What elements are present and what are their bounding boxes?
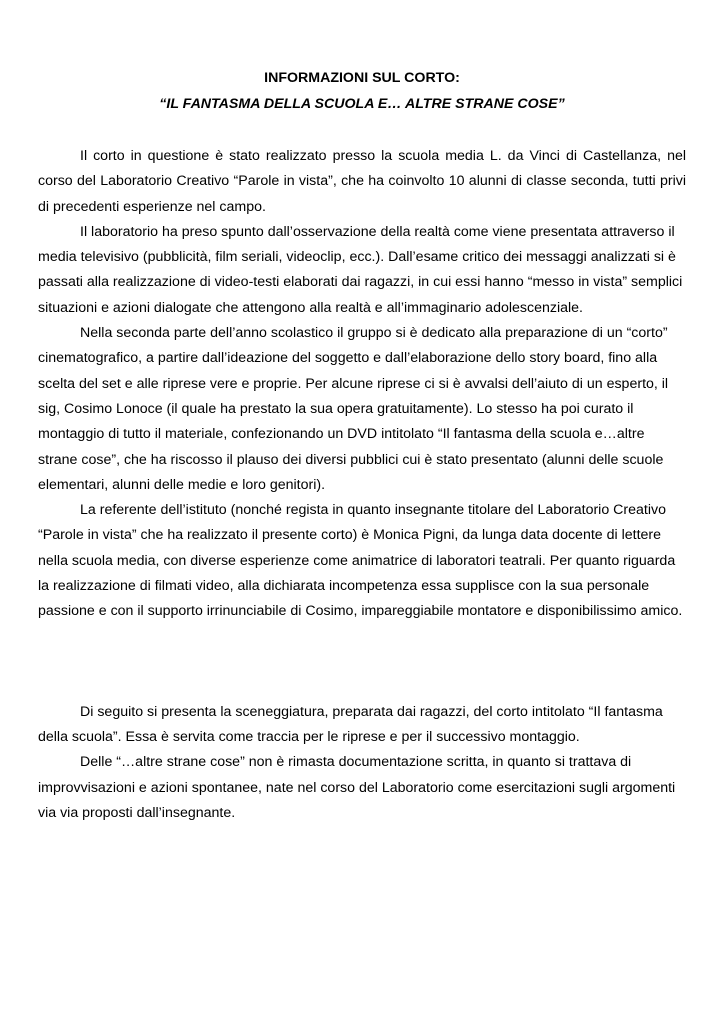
- paragraph-screenplay: Di seguito si presenta la sceneggiatura, preparata dai ragazzi, del corto intitolato “Il fantasma della scuola”. Essa è servita come traccia per le riprese e per il successivo montaggio.: [38, 703, 663, 745]
- paragraph-other-things: Delle “…altre strane cose” non è rimasta documentazione scritta, in quanto si trattava di improvvisazioni e azioni spontanee, nate nel corso del Laboratorio come esercitazioni sugli argomenti via via proposti dall’insegnante.: [38, 754, 676, 821]
- document-subtitle: “IL FANTASMA DELLA SCUOLA E… ALTRE STRANE COSE”: [159, 96, 565, 112]
- paragraph-second-part: Nella seconda parte dell’anno scolastico il gruppo si è dedicato alla preparazione di un “corto” cinematografico, a partire dall’ideazione del soggetto e dall’elaborazione dello story board, fino alla scelta del set e alle riprese vere e proprie. Per alcune riprese ci si è avvalsi dell’aiuto di un esperto, il sig, Cosimo Lonoce (il quale ha prestato la sua opera gratuitamente). Lo stesso ha poi curato il montaggio di tutto il materiale, confezionando un DVD intitolato “Il fantasma della scuola e…altre strane cose”, che ha riscosso il plauso dei diversi pubblici cui è stato presentato (alunni delle scuole elementari, alunni delle medie e loro genitori).: [38, 325, 669, 493]
- paragraph-laboratory: Il laboratorio ha preso spunto dall’osservazione della realtà come viene presentata attraverso il media televisivo (pubblicità, film seriali, videoclip, ecc.). Dall’esame critico dei messaggi analizzati si è passati alla realizzazione di video-testi elaborati dai ragazzi, in cui essi hanno “messo in vista” semplici situazioni e azioni dialogate che attengono alla realtà e all’immaginario adolescenziale.: [38, 223, 683, 316]
- section-screenplay-intro: [38, 700, 686, 826]
- document-title: INFORMAZIONI SUL CORTO:: [264, 70, 460, 86]
- paragraph-referent: La referente dell’istituto (nonché regista in quanto insegnante titolare del Laboratorio Creativo “Parole in vista” che ha realizzato il presente corto) è Monica Pigni, da lunga data docente di lettere nella scuola media, con diverse esperienze come animatrice di laboratori teatrali. Per quanto riguarda la realizzazione di filmati video, alla dichiarata incompetenza essa supplisce con la sua personale passione e con il supporto irrinunciabile di Cosimo, impareggiabile montatore e disponibilissimo amico.: [38, 502, 683, 620]
- section-info: [38, 144, 686, 625]
- paragraph-production: Il corto in questione è stato realizzato presso la scuola media L. da Vinci di Castellanza, nel corso del Laboratorio Creativo “Parole in vista”, che ha coinvolto 10 alunni di classe seconda, tutti privi di precedenti esperienze nel campo.: [38, 148, 686, 215]
- document-page: [38, 66, 686, 826]
